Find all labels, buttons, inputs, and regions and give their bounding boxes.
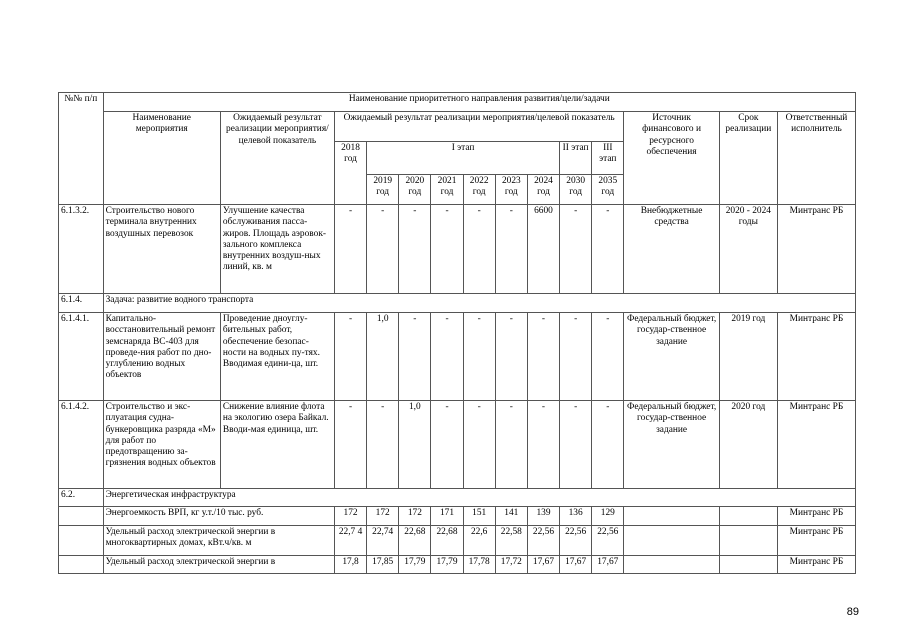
value-cell: - bbox=[334, 313, 366, 401]
value-cell: 22,68 bbox=[399, 526, 431, 556]
value-cell: 17,78 bbox=[463, 556, 495, 574]
value-cell: 6600 bbox=[527, 205, 559, 294]
value-cell: 171 bbox=[431, 507, 463, 526]
event-row bbox=[59, 401, 856, 489]
value-cell: 139 bbox=[527, 507, 559, 526]
value-cell: 136 bbox=[560, 507, 592, 526]
value-cell: - bbox=[463, 313, 495, 401]
program-table bbox=[58, 92, 856, 574]
value-cell: - bbox=[367, 401, 399, 489]
header-year-2018: 2018 год bbox=[334, 142, 366, 205]
responsible: Минтранс РБ bbox=[777, 507, 855, 526]
value-cell: 22,56 bbox=[592, 526, 624, 556]
event-result: Снижение влияние флота на экологию озера Байкал. Вводи-мая единица, шт. bbox=[220, 401, 334, 489]
indicator-name: Удельный расход электрической энергии в многоквартирных домах, кВт.ч/кв. м bbox=[103, 526, 334, 556]
header-row-2 bbox=[59, 112, 856, 142]
event-name: Строительство и экс-плуатация судна-бункеровщика разряда «М» для работ по предотвращению за-грязнения водных объектов bbox=[103, 401, 220, 489]
header-num: №№ п/п bbox=[59, 93, 104, 205]
row-num bbox=[59, 526, 104, 556]
responsible: Минтранс РБ bbox=[777, 401, 855, 489]
value-cell: 17,67 bbox=[527, 556, 559, 574]
indicator-row bbox=[59, 507, 856, 526]
value-cell: 22,7 4 bbox=[334, 526, 366, 556]
value-cell: 172 bbox=[399, 507, 431, 526]
funding-source bbox=[624, 507, 719, 526]
value-cell: - bbox=[431, 205, 463, 294]
value-cell: - bbox=[334, 205, 366, 294]
value-cell: 17,85 bbox=[367, 556, 399, 574]
value-cell: - bbox=[399, 313, 431, 401]
event-result: Улучшение качества обслуживания пасса-жиров. Площадь аэровок-зального комплекса внутренних воздуш-ных линий, кв. м bbox=[220, 205, 334, 294]
value-cell: - bbox=[431, 313, 463, 401]
value-cell: 1,0 bbox=[367, 313, 399, 401]
value-cell: 17,72 bbox=[495, 556, 527, 574]
value-cell: - bbox=[560, 401, 592, 489]
value-cell: 1,0 bbox=[399, 401, 431, 489]
row-num: 6.1.4.2. bbox=[59, 401, 104, 489]
funding-source: Внебюджетные средства bbox=[624, 205, 719, 294]
header-direction: Наименование приоритетного направления развития/цели/задачи bbox=[103, 93, 855, 112]
value-cell: - bbox=[560, 313, 592, 401]
value-cell: - bbox=[592, 401, 624, 489]
value-cell: 151 bbox=[463, 507, 495, 526]
value-cell: 22,6 bbox=[463, 526, 495, 556]
funding-source: Федеральный бюджет, государ-ственное задание bbox=[624, 313, 719, 401]
value-cell: 22,74 bbox=[367, 526, 399, 556]
header-funding: Источник финансового и ресурсного обеспечения bbox=[624, 112, 719, 205]
row-num: 6.1.4. bbox=[59, 294, 104, 313]
header-term: Срок реализации bbox=[719, 112, 777, 205]
page-number: 89 bbox=[846, 606, 859, 618]
value-cell: - bbox=[527, 401, 559, 489]
value-cell: 22,58 bbox=[495, 526, 527, 556]
header-responsible: Ответственный исполнитель bbox=[777, 112, 855, 205]
value-cell: - bbox=[560, 205, 592, 294]
value-cell: - bbox=[463, 401, 495, 489]
term bbox=[719, 556, 777, 574]
value-cell: 129 bbox=[592, 507, 624, 526]
term bbox=[719, 507, 777, 526]
value-cell: - bbox=[592, 205, 624, 294]
value-cell: - bbox=[527, 313, 559, 401]
value-cell: - bbox=[495, 401, 527, 489]
value-cell: 172 bbox=[334, 507, 366, 526]
header-stage-2: II этап bbox=[560, 142, 592, 175]
responsible: Минтранс РБ bbox=[777, 556, 855, 574]
row-num: 6.1.3.2. bbox=[59, 205, 104, 294]
term bbox=[719, 526, 777, 556]
value-cell: 17,79 bbox=[399, 556, 431, 574]
responsible: Минтранс РБ bbox=[777, 313, 855, 401]
value-cell: 22,56 bbox=[527, 526, 559, 556]
section-row bbox=[59, 294, 856, 313]
header-year: 2019 год bbox=[367, 175, 399, 205]
header-year: 2030 год bbox=[560, 175, 592, 205]
term: 2020 год bbox=[719, 401, 777, 489]
value-cell: 172 bbox=[367, 507, 399, 526]
indicator-name: Удельный расход электрической энергии в bbox=[103, 556, 334, 574]
responsible: Минтранс РБ bbox=[777, 526, 855, 556]
value-cell: - bbox=[399, 205, 431, 294]
event-row bbox=[59, 205, 856, 294]
header-year: 2035 год bbox=[592, 175, 624, 205]
header-row-1 bbox=[59, 93, 856, 112]
header-event-name: Наименование мероприятия bbox=[103, 112, 220, 205]
row-num bbox=[59, 507, 104, 526]
value-cell: 17,67 bbox=[560, 556, 592, 574]
row-num: 6.2. bbox=[59, 489, 104, 507]
value-cell: - bbox=[495, 205, 527, 294]
event-name: Капитально-восстановительный ремонт земснаряда ВС-403 для проведе-ния работ по дно-углублению водных объектов bbox=[103, 313, 220, 401]
row-num: 6.1.4.1. bbox=[59, 313, 104, 401]
header-year: 2024 год bbox=[527, 175, 559, 205]
header-year: 2020 год bbox=[399, 175, 431, 205]
value-cell: - bbox=[334, 401, 366, 489]
funding-source: Федеральный бюджет, государ-ственное задание bbox=[624, 401, 719, 489]
header-expected-result-values: Ожидаемый результат реализации мероприятия/целевой показатель bbox=[334, 112, 623, 142]
value-cell: 22,56 bbox=[560, 526, 592, 556]
header-stage-1: I этап bbox=[367, 142, 560, 175]
value-cell: 17,8 bbox=[334, 556, 366, 574]
indicator-name: Энергоемкость ВРП, кг у.т./10 тыс. руб. bbox=[103, 507, 334, 526]
value-cell: - bbox=[495, 313, 527, 401]
term: 2019 год bbox=[719, 313, 777, 401]
value-cell: 17,67 bbox=[592, 556, 624, 574]
indicator-row bbox=[59, 556, 856, 574]
term: 2020 - 2024 годы bbox=[719, 205, 777, 294]
section-title: Энергетическая инфраструктура bbox=[103, 489, 855, 507]
value-cell: - bbox=[367, 205, 399, 294]
indicator-row bbox=[59, 526, 856, 556]
event-name: Строительство нового терминала внутренних воздушных перевозок bbox=[103, 205, 220, 294]
responsible: Минтранс РБ bbox=[777, 205, 855, 294]
header-expected-result: Ожидаемый результат реализации мероприятия/целевой показатель bbox=[220, 112, 334, 205]
header-year: 2023 год bbox=[495, 175, 527, 205]
event-row bbox=[59, 313, 856, 401]
section-title: Задача: развитие водного транспорта bbox=[103, 294, 855, 313]
value-cell: - bbox=[592, 313, 624, 401]
row-num bbox=[59, 556, 104, 574]
funding-source bbox=[624, 556, 719, 574]
funding-source bbox=[624, 526, 719, 556]
value-cell: 17,79 bbox=[431, 556, 463, 574]
header-year: 2022 год bbox=[463, 175, 495, 205]
value-cell: - bbox=[463, 205, 495, 294]
value-cell: - bbox=[431, 401, 463, 489]
header-stage-3: III этап bbox=[592, 142, 624, 175]
value-cell: 141 bbox=[495, 507, 527, 526]
event-result: Проведение дноуглу-бительных работ, обеспечение безопас-ности на водных пу-тях. Вводимая едини-ца, шт. bbox=[220, 313, 334, 401]
section-row bbox=[59, 489, 856, 507]
value-cell: 22,68 bbox=[431, 526, 463, 556]
header-year: 2021 год bbox=[431, 175, 463, 205]
